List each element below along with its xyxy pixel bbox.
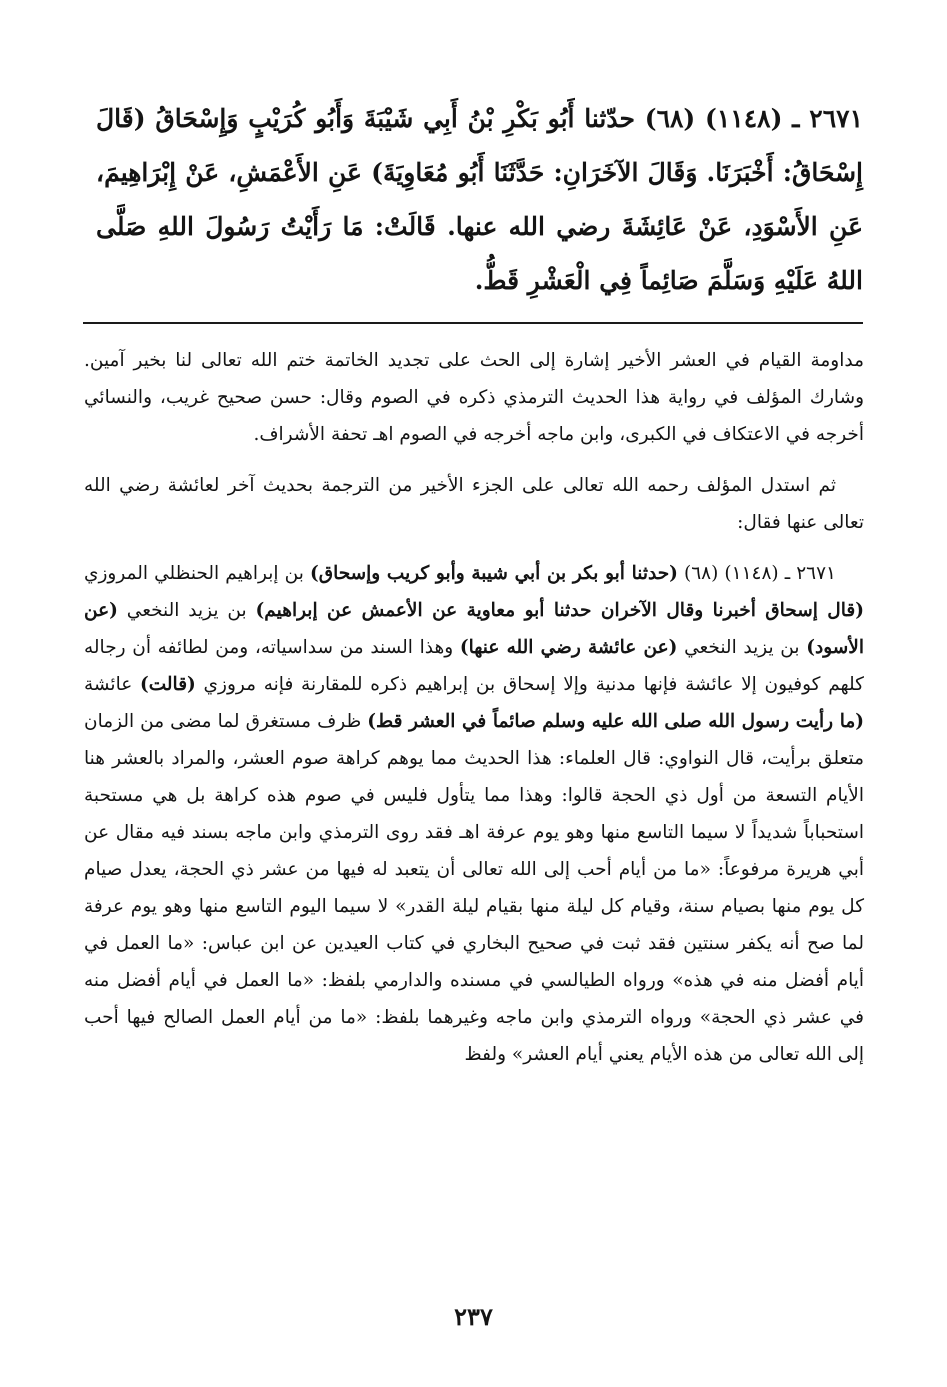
- quoted-chain-3: (عن الأسود): [84, 600, 864, 658]
- commentary-paragraph-1: مداومة القيام في العشر الأخير إشارة إلى الحث على تجديد الخاتمة ختم الله تعالى لنا بخير آمين. وشارك المؤلف في رواية هذا الحديث الترمذي ذكره في الصوم وقال: حسن صحيح غريب، والنسائي أخرجه في الاعتكاف في الكبرى، وابن ماجه أخرجه في الصوم اهـ تحفة الأشراف.: [84, 350, 864, 445]
- quoted-chain-1: (حدثنا أبو بكر بن أبي شيبة وأبو كريب وإسحاق): [309, 563, 678, 584]
- quoted-chain-2: (قال إسحاق أخبرنا وقال الآخران حدثنا أبو معاوية عن الأعمش عن إبراهيم): [255, 600, 864, 621]
- explanation-text-4: وهذا السند من سداسياته، ومن لطائفه أن رجاله كلهم كوفيون إلا عائشة فإنها مدنية وإلا إسحاق بن إبراهيم ذكره للمقارنة فإنه مروزي: [84, 637, 864, 695]
- commentary-paragraph-2: [84, 467, 864, 541]
- hadith-number: ٢٦٧١ ـ (١١٤٨) (٦٨): [677, 563, 836, 584]
- commentary-paragraph-2-text: ثم استدل المؤلف رحمه الله تعالى على الجزء الأخير من الترجمة بحديث آخر لعائشة رضي الله تعالى عنها فقال:: [84, 475, 864, 533]
- explanation-text-3: بن يزيد النخعي: [677, 637, 807, 658]
- hadith-header-text: ٢٦٧١ ـ (١١٤٨) (٦٨) حدّثنا أَبُو بَكْرِ بْنُ أَبِي شَيْبَةَ وَأَبُو كُرَيْبٍ وَإِسْحَاقُ (قَالَ إِسْحَاقُ: أَخْبَرَنَا. وَقَالَ الآخَرَانِ: حَدَّثَنَا أَبُو مُعَاوِيَةَ) عَنِ الأَعْمَشِ، عَنْ إِبْرَاهِيمَ، عَنِ الأَسْوَدِ، عَنْ عَائِشَةَ رضي الله عنها. قَالَتْ: مَا رَأَيْتُ رَسُولَ اللهِ صَلَّى اللهُ عَلَيْهِ وَسَلَّمَ صَائِماً فِي الْعَشْرِ قَطُّ.: [96, 104, 863, 295]
- explanation-text-1: بن إبراهيم الحنظلي المروزي: [84, 563, 310, 584]
- explanation-text-6: ظرف مستغرق لما مضى من الزمان متعلق برأيت، قال النواوي: قال العلماء: هذا الحديث مما يوهم كراهة صوم العشر، والمراد بالعشر هنا الأيام التسعة من أول ذي الحجة قالوا: وهذا مما يتأول فليس في صوم هذه كراهة بل هي مستحبة استحباباً شديداً لا سيما التاسع منها وهو يوم عرفة اهـ فقد روى الترمذي وابن ماجه بسند فيه مقال عن أبي هريرة مرفوعاً: «ما من أيام أحب إلى الله تعالى أن يتعبد له فيها من عشر ذي الحجة، يعدل صيام كل يوم منها بصيام سنة، وقيام كل ليلة منها بقيام ليلة القدر» لا سيما اليوم التاسع منها وهو يوم عرفة لما صح أنه يكفر سنتين فقد ثبت في صحيح البخاري في كتاب العيدين عن ابن عباس: «ما العمل في أيام أفضل منه في هذه» ورواه الطيالسي في مسنده والدارمي بلفظ: «ما العمل في أيام أفضل منه في عشر ذي الحجة» ورواه الترمذي وابن ماجه وغيرهما بلفظ: «ما من أيام العمل الصالح فيها أحب إلى الله تعالى من هذه الأيام يعني أيام العشر» ولفظ: [84, 711, 864, 1065]
- explanation-text-5: عائشة: [84, 674, 140, 695]
- explanation-text-2: بن يزيد النخعي: [117, 600, 256, 621]
- footnote-divider: [83, 322, 863, 324]
- commentary-paragraph-3: [84, 555, 864, 1073]
- quoted-matn: (ما رأيت رسول الله صلى الله عليه وسلم صائماً في العشر قط): [367, 711, 864, 732]
- quoted-chain-4: (عن عائشة رضي الله عنها): [459, 637, 678, 658]
- page-number: ٢٣٧: [454, 1302, 493, 1331]
- commentary-body: [84, 342, 864, 1073]
- quoted-chain-5: (قالت): [140, 674, 196, 695]
